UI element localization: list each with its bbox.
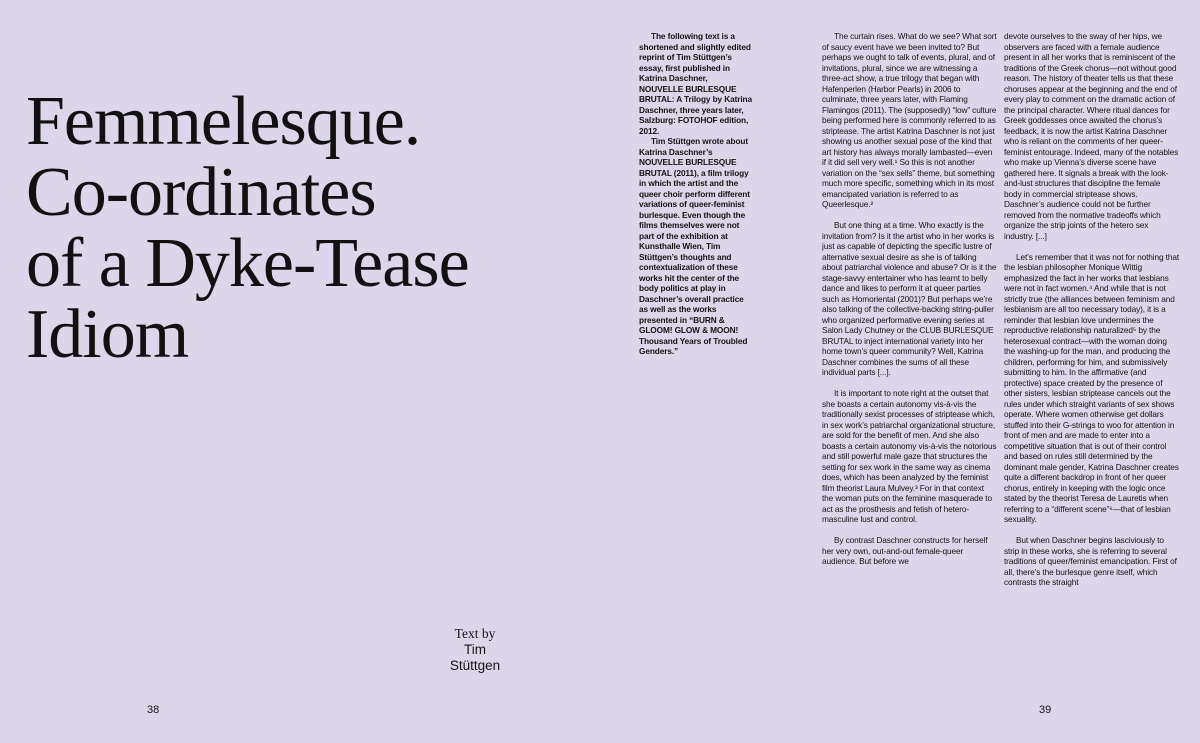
body-column-1	[822, 31, 997, 567]
title-line: Idiom	[26, 296, 189, 373]
title-line: Co-ordinates	[26, 154, 376, 231]
intro-column	[639, 31, 753, 357]
title-line: of a Dyke-Tease	[26, 225, 469, 302]
byline-label: Text by	[454, 626, 496, 641]
body-paragraph: But when Daschner begins lasciviously to strip in these works, she is referring to several traditions of queer/feminist emancipation. First of all, there’s the burlesque genre itself, which contrasts the straight	[1004, 535, 1177, 587]
author-last-name: Stüttgen	[449, 658, 501, 673]
author-first-name: Tim	[464, 642, 486, 657]
body-paragraph: By contrast Daschner constructs for herself her very own, out-and-out female-queer audience. But before we	[822, 535, 988, 566]
article-title	[26, 83, 606, 373]
body-paragraph: But one thing at a time. Who exactly is the invitation from? Is it the artist who in her works is just as capable of depicting the specific lustre of alternative sexual desire as she is of talking about patriarchal violence and abuse? Or is it the stage-savvy entertainer who has learnt to belly dance and likes to perform it at queer parties such as Homoriental (2001)? But perhaps we’re also talking of the collective-backing string-puller who organized performative evening series at Salon Lady Chutney or the CLUB BURLESQUE BRUTAL to inject international variety into her home town’s queer community? Well, Katrina Daschner combines the sums of all these individual parts [...].	[822, 220, 997, 377]
page-number-left: 38	[147, 704, 160, 716]
intro-paragraph: The following text is a shortened and slightly edited reprint of Tim Stüttgen’s essay, first published in Katrina Daschner, NOUVELLE BURLESQUE BRUTAL: A Trilogy by Katrina Daschner, three years later, Salzburg: FOTOHOF edition, 2012.	[639, 31, 752, 136]
intro-paragraph: Tim Stüttgen wrote about Katrina Daschner’s NOUVELLE BURLESQUE BRUTAL (2011), a film trilogy in which the artist and the queer choir perform different variations of queer-feminist burlesque. Even though the films themselves were not part of the exhibition at Kunsthalle Wien, Tim Stüttgen’s thoughts and contextualization of these works hit the center of the body politics at play in Daschner’s overall practice as well as the works presented in “BURN & GLOOM! GLOW & MOON! Thousand Years of Troubled Genders.”	[639, 136, 750, 356]
body-paragraph: The curtain rises. What do we see? What sort of saucy event have we been invited to? But perhaps we ought to talk of events, plural, and of invitations, plural, since we are witnessing a three-act show, a true trilogy that began with Hafenperlen (Harbor Pearls) in 2006 to culminate, three years later, with Flaming Flamingos (2011). The (supposedly) “low” culture being performed here is commonly referred to as striptease. The artist Katrina Daschner is not just showing us another sexual pose of the kind that art history has always morally lambasted—even if it did sell very well.¹ So this is not another variation on the “sex sells” theme, but something much more specific, something which in its most emancipated variation is referred to as Queerlesque.²	[822, 31, 997, 209]
body-paragraph: Let’s remember that it was not for nothing that the lesbian philosopher Monique Wittig emphasized the fact in her works that lesbians were not in fact women.⁴ And while that is not strictly true (the alliances between feminism and lesbianism are all too necessary today), it is a reminder that lesbian love undermines the reproductive relationship naturalized⁵ by the heterosexual contract—with the woman doing the washing-up for the man, and producing the children, performing for him, and submissively submitting to him. In the affirmative (and protective) space created by the presence of other sisters, lesbian striptease cancels out the rules under which straight variants of sex shows operate. Where women otherwise get dollars stuffed into their G-strings to woo for attention in front of men and are made to enter into a competitive situation that is out of their control and based on rules still determined by the dominant male gender, Katrina Daschner creates quite a different backdrop in front of her queer chorus, entirely in keeping with the logic once stated by the theorist Teresa de Lauretis when referring to a “different scene”⁶—that of lesbian sexuality.	[1004, 251, 1179, 524]
body-paragraph: It is important to note right at the outset that she boasts a certain autonomy vis-à-vis the traditionally sexist processes of striptease which, in sex work’s patriarchal organizational structure, are sold for the benefit of men. And she also boasts a certain autonomy vis-à-vis the notorious and still powerful male gaze that structures the setting for sex work in the same way as cinema does, which has been analyzed by the feminist film theorist Laura Mulvey.³ For in that context the woman puts on the feminine masquerade to act as the prosthesis and fetish of hetero-masculine lust and control.	[822, 388, 997, 524]
byline	[440, 626, 510, 674]
body-column-2	[1004, 31, 1179, 588]
body-paragraph: devote ourselves to the sway of her hips, we observers are faced with a female audience present in all her works that is reminiscent of the traditions of the Greek chorus—not without good reason. The history of theater tells us that these choruses appear at the beginning and the end of every play to comment on the dramatic action of the principal character. Where ritual dances for Greek goddesses once awaited the chorus’s feedback, it is now the artist Katrina Daschner who is reliant on the comments of her queer-feminist entourage. Indeed, many of the notables who make up Vienna’s diverse scene have gathered here. It signals a break with the look-and-lust structures that discipline the female body in commercial striptease shows. Daschner’s audience could not be further removed from the normative tradeoffs which organize the strip joints of the hetero sex industry. [...]	[1004, 31, 1179, 241]
page-number-right: 39	[1039, 704, 1052, 716]
title-line: Femmelesque.	[26, 83, 421, 160]
